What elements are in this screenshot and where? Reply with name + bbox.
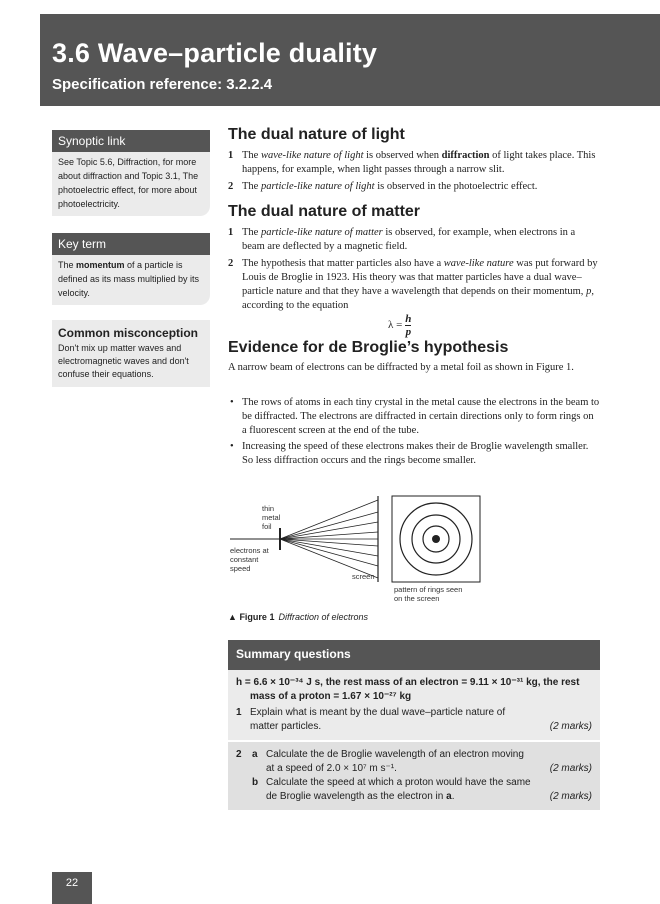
label-thin-metal-foil: thin metal foil xyxy=(262,504,281,531)
label-ring-pattern: pattern of rings seen on the screen xyxy=(394,585,463,603)
caption-triangle-icon: ▲ xyxy=(228,612,237,622)
label-screen: screen xyxy=(352,572,375,581)
matter-item-1: 1 The particle-like nature of matter is observed, for example, when electrons in a beam are deflected by a magnetic field. xyxy=(228,227,576,252)
evidence-bullet-1: • The rows of atoms in each tiny crystal in the metal cause the electrons in the beam to be diffracted. The electrons are diffracted in certain directions only to form rings on a fluorescent screen at the end of the tube. xyxy=(230,397,600,436)
heading-dual-nature-matter: The dual nature of matter xyxy=(228,203,421,220)
chapter-title: 3.6 Wave–particle duality xyxy=(52,38,378,68)
key-term-heading: Key term xyxy=(52,233,210,255)
synoptic-link-heading: Synoptic link xyxy=(52,130,210,152)
key-term-box xyxy=(52,233,210,305)
evidence-bullet-2: • Increasing the speed of these electrons makes their de Broglie wavelength smaller. So less diffraction occurs and the rings become smaller. xyxy=(230,441,589,466)
chapter-header xyxy=(40,14,660,106)
question-2b-marks: (2 marks) xyxy=(549,791,592,802)
question-2a: 2 a Calculate the de Broglie wavelength of an electron moving at a speed of 2.0 × 10⁷ m s⁻¹. (2 marks) xyxy=(236,749,592,774)
summary-heading: Summary questions xyxy=(228,640,600,670)
synoptic-link-body: See Topic 5.6, Diffraction, for more about diffraction and Topic 3.1, The photoelectric effect, for more about photoelectricity. xyxy=(58,157,199,209)
central-spot xyxy=(432,535,440,543)
question-1-marks: (2 marks) xyxy=(549,721,592,732)
page-number: 22 xyxy=(52,872,92,904)
misconception-body: Don't mix up matter waves and electromagnetic waves and don't confuse their equations. xyxy=(58,343,189,379)
heading-dual-nature-light: The dual nature of light xyxy=(228,126,405,143)
label-electrons: electrons at constant speed xyxy=(230,546,269,573)
heading-evidence: Evidence for de Broglie’s hypothesis xyxy=(228,339,509,356)
question-2b: b Calculate the speed at which a proton would have the same de Broglie wavelength as the electron in a. (2 marks) xyxy=(252,777,592,802)
summary-part-1 xyxy=(228,670,600,740)
given-constants: h = 6.6 × 10⁻³⁴ J s, the rest mass of an electron = 9.11 × 10⁻³¹ kg, the rest mass of a proton = 1.67 × 10⁻²⁷ kg xyxy=(236,677,580,702)
key-term-word: momentum xyxy=(76,260,125,270)
diffracted-rays xyxy=(280,500,378,578)
light-item-2: 2 The particle-like nature of light is observed in the photoelectric effect. xyxy=(228,181,538,192)
synoptic-link-box xyxy=(52,130,210,216)
evidence-intro: A narrow beam of electrons can be diffracted by a metal foil as shown in Figure 1. xyxy=(228,362,574,373)
summary-questions-box xyxy=(228,640,600,810)
summary-part-2 xyxy=(228,742,600,810)
common-misconception-box xyxy=(52,320,210,387)
figure-caption: ▲ Figure 1 Diffraction of electrons xyxy=(228,612,368,622)
question-1: 1 Explain what is meant by the dual wave–particle nature of matter particles. (2 marks) xyxy=(236,707,592,732)
key-term-body: The momentum of a particle is defined as its mass multiplied by its velocity. xyxy=(58,260,200,298)
de-broglie-equation: λ = $\frac{h}{p}$ xyxy=(388,313,412,338)
electron-diffraction-figure xyxy=(228,494,484,606)
question-2a-marks: (2 marks) xyxy=(549,763,592,774)
misconception-heading: Common misconception xyxy=(58,326,199,340)
matter-item-2: 2 The hypothesis that matter particles also have a wave-like nature was put forward by Louis de Broglie in 1923. His theory was that matter particles have a dual wave–particle nature and that they have a wavelength that depends on their momentum, p, according to the equation xyxy=(228,258,598,311)
light-item-1: 1 The wave-like nature of light is observed when diffraction of light takes place. This happens, for example, when light passes through a narrow slit. xyxy=(228,150,596,175)
specification-reference: Specification reference: 3.2.2.4 xyxy=(52,76,273,93)
